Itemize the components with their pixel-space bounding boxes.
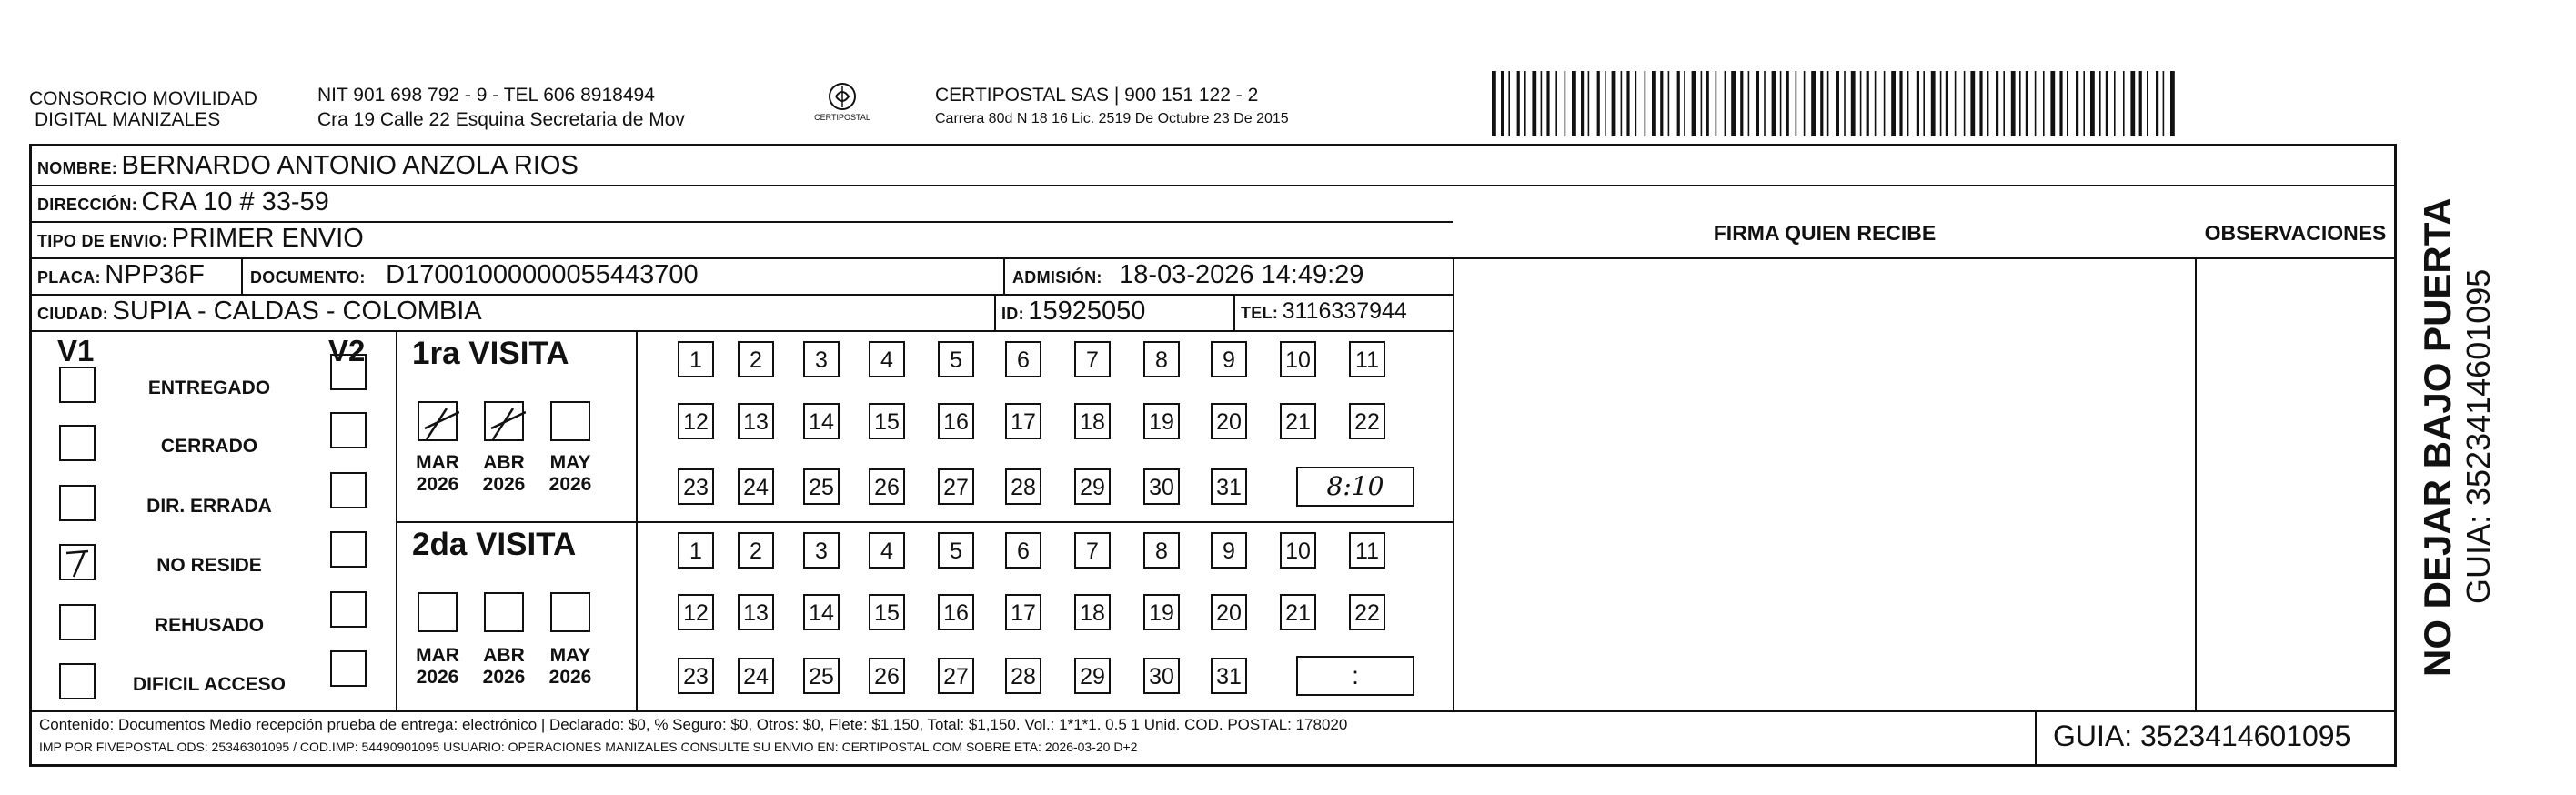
second-visit-day-box[interactable]: 23: [678, 658, 714, 694]
first-visit-day-box[interactable]: 18: [1074, 403, 1111, 439]
second-visit-day-box[interactable]: 13: [738, 594, 774, 630]
second-visit-day-box[interactable]: 29: [1074, 658, 1111, 694]
month-name: ABR: [483, 645, 525, 666]
second-visit-day-box[interactable]: 21: [1280, 594, 1316, 630]
v1-checkbox[interactable]: [59, 604, 96, 640]
month-name: MAY: [549, 452, 591, 473]
ciudad-label: CIUDAD:: [37, 305, 109, 323]
first-visit-day-box[interactable]: 30: [1143, 468, 1180, 505]
nombre-value: BERNARDO ANTONIO ANZOLA RIOS: [121, 151, 579, 180]
second-visit-day-box[interactable]: 5: [938, 532, 974, 569]
firma-header: FIRMA QUIEN RECIBE: [1713, 221, 1937, 245]
first-visit-day-box[interactable]: 9: [1211, 341, 1247, 377]
first-visit-month-label: [538, 452, 602, 496]
first-visit-day-box[interactable]: 16: [938, 403, 974, 439]
company-name-line2: DIGITAL MANIZALES: [35, 109, 221, 130]
admision-label: ADMISIÓN:: [1012, 268, 1102, 287]
v1-checkbox[interactable]: [59, 663, 96, 699]
v2-header: V2: [328, 334, 366, 367]
second-visit-day-box[interactable]: 2: [738, 532, 774, 569]
second-visit-day-box[interactable]: 24: [738, 658, 774, 694]
second-visit-time-field[interactable]: :: [1296, 656, 1414, 696]
tipo-envio-value: PRIMER ENVIO: [171, 224, 364, 253]
second-visit-day-box[interactable]: 9: [1211, 532, 1247, 569]
id-label: ID:: [1001, 305, 1024, 323]
second-visit-day-box[interactable]: 25: [803, 658, 840, 694]
v1-checkbox[interactable]: [59, 485, 96, 521]
status-option-label: ENTREGADO: [147, 377, 271, 398]
first-visit-day-box[interactable]: 5: [938, 341, 974, 377]
admision-value: 18-03-2026 14:49:29: [1119, 260, 1364, 289]
second-visit-day-box[interactable]: 3: [803, 532, 840, 569]
v1-checkbox[interactable]: [59, 425, 96, 461]
admision-cell: [1012, 259, 1363, 295]
first-visit-day-box[interactable]: 4: [869, 341, 905, 377]
no-dejar-bajo-puerta: NO DEJAR BAJO PUERTA: [2416, 197, 2459, 677]
v2-checkbox[interactable]: [330, 472, 367, 508]
first-visit-day-box[interactable]: 8: [1143, 341, 1180, 377]
second-visit-month-label: [538, 645, 602, 689]
second-visit-day-box[interactable]: 28: [1005, 658, 1041, 694]
first-visit-day-box[interactable]: 1: [678, 341, 714, 377]
ciudad-value: SUPIA - CALDAS - COLOMBIA: [112, 297, 482, 326]
second-visit-day-box[interactable]: 18: [1074, 594, 1111, 630]
observaciones-area[interactable]: [2197, 259, 2392, 709]
nombre-label: NOMBRE:: [37, 159, 118, 177]
first-visit-month-checkbox[interactable]: [484, 401, 524, 441]
second-visit-day-box[interactable]: 14: [803, 594, 840, 630]
first-visit-month-label: [406, 452, 469, 496]
first-visit-day-box[interactable]: 29: [1074, 468, 1111, 505]
first-visit-day-box[interactable]: 28: [1005, 468, 1041, 505]
first-visit-day-box[interactable]: 15: [869, 403, 905, 439]
observaciones-header: OBSERVACIONES: [2204, 221, 2387, 245]
second-visit-day-box[interactable]: 27: [938, 658, 974, 694]
check-mark-icon: [486, 403, 526, 443]
month-year: 2026: [482, 474, 526, 495]
month-year: 2026: [548, 474, 592, 495]
v2-checkbox[interactable]: [330, 412, 367, 448]
placa-cell: [37, 259, 205, 295]
v1-checkbox[interactable]: [59, 544, 96, 580]
second-visit-day-box[interactable]: 15: [869, 594, 905, 630]
id-cell: [1001, 296, 1145, 331]
id-value: 15925050: [1028, 297, 1146, 326]
second-visit-day-box[interactable]: 19: [1143, 594, 1180, 630]
direccion-label: DIRECCIÓN:: [37, 196, 137, 214]
first-visit-day-box[interactable]: 7: [1074, 341, 1111, 377]
tel-value: 3116337944: [1282, 298, 1407, 324]
second-visit-day-box[interactable]: 12: [678, 594, 714, 630]
status-option-label: CERRADO: [160, 436, 258, 457]
tel-label: TEL:: [1241, 304, 1279, 322]
first-visit-month-label: [472, 452, 536, 496]
courier-line: CERTIPOSTAL SAS | 900 151 122 - 2: [935, 85, 1259, 106]
second-visit-day-box[interactable]: 1: [678, 532, 714, 569]
second-visit-day-box[interactable]: 30: [1143, 658, 1180, 694]
side-guia: GUIA: 3523414601095: [2460, 268, 2497, 604]
signature-area[interactable]: [1454, 259, 2193, 709]
first-visit-day-box[interactable]: 11: [1349, 341, 1385, 377]
certipostal-logo-icon: [810, 78, 875, 133]
second-visit-day-box[interactable]: 26: [869, 658, 905, 694]
tel-cell: [1241, 296, 1407, 330]
documento-cell: [250, 259, 699, 295]
month-name: MAR: [416, 645, 459, 666]
first-visit-day-box[interactable]: 25: [803, 468, 840, 505]
status-option-label: DIFICIL ACCESO: [132, 674, 286, 695]
placa-label: PLACA:: [37, 268, 101, 287]
company-address: Cra 19 Calle 22 Esquina Secretaria de Mov: [317, 109, 685, 130]
first-visit-day-box[interactable]: 14: [803, 403, 840, 439]
certipostal-logo: [810, 78, 875, 133]
second-visit-day-box[interactable]: 4: [869, 532, 905, 569]
second-visit-day-box[interactable]: 17: [1005, 594, 1041, 630]
first-visit-day-box[interactable]: 22: [1349, 403, 1385, 439]
first-visit-day-box[interactable]: 31: [1211, 468, 1247, 505]
v1-header: V1: [57, 334, 95, 367]
first-visit-day-box[interactable]: 12: [678, 403, 714, 439]
month-name: ABR: [483, 452, 525, 473]
second-visit-day-box[interactable]: 10: [1280, 532, 1316, 569]
ciudad-row: [37, 296, 482, 331]
second-visit-day-box[interactable]: 31: [1211, 658, 1247, 694]
status-option-label: NO RESIDE: [156, 555, 262, 576]
first-visit-day-box[interactable]: 21: [1280, 403, 1316, 439]
first-visit-title: 1ra VISITA: [412, 336, 569, 371]
second-visit-day-box[interactable]: 22: [1349, 594, 1385, 630]
month-name: MAY: [549, 645, 591, 666]
direccion-row: [37, 186, 329, 222]
second-visit-month-checkbox[interactable]: [418, 592, 458, 632]
v1-checkbox[interactable]: [59, 367, 96, 403]
first-visit-day-box[interactable]: 20: [1211, 403, 1247, 439]
footer-guia: GUIA: 3523414601095: [2053, 720, 2351, 752]
first-visit-day-box[interactable]: 13: [738, 403, 774, 439]
logo-text: CERTIPOSTAL: [814, 113, 870, 122]
documento-value: D17001000000055443700: [386, 260, 699, 289]
first-visit-day-box[interactable]: 3: [803, 341, 840, 377]
first-visit-day-box[interactable]: 2: [738, 341, 774, 377]
contenido-line: Contenido: Documentos Medio recepción prueba de entrega: electrónico | Declarado: $0, % Seguro: $0, Otros: $0, Flete: $1,150, Total: $1,150. Vol.: 1*1*1. 0.5 1 Unid. COD. POSTAL: 178020: [39, 716, 1348, 733]
v2-checkbox[interactable]: [330, 531, 367, 568]
first-visit-month-checkbox[interactable]: [418, 401, 458, 441]
direccion-value: CRA 10 # 33-59: [141, 187, 329, 216]
first-visit-day-box[interactable]: 10: [1280, 341, 1316, 377]
v2-checkbox[interactable]: [330, 354, 367, 390]
second-visit-month-label: [406, 645, 469, 689]
first-visit-day-box[interactable]: 6: [1005, 341, 1041, 377]
second-visit-day-box[interactable]: 6: [1005, 532, 1041, 569]
nombre-row: [37, 150, 579, 186]
month-year: 2026: [548, 667, 592, 688]
check-mark-icon: [419, 403, 459, 443]
month-year: 2026: [482, 667, 526, 688]
first-visit-day-box[interactable]: 27: [938, 468, 974, 505]
tipo-envio-label: TIPO DE ENVIO:: [37, 232, 168, 250]
imp-line: IMP POR FIVEPOSTAL ODS: 25346301095 / COD.IMP: 54490901095 USUARIO: OPERACIONES MANIZALES CONSULTE SU ENVIO EN: CERTIPOSTAL.COM SOBRE ETA: 2026-03-20 D+2: [39, 740, 1138, 754]
delivery-form: [29, 144, 2397, 767]
month-name: MAR: [416, 452, 459, 473]
first-visit-day-box[interactable]: 19: [1143, 403, 1180, 439]
second-visit-day-box[interactable]: 7: [1074, 532, 1111, 569]
first-visit-day-box[interactable]: 26: [869, 468, 905, 505]
status-option-label: REHUSADO: [154, 615, 265, 636]
first-visit-day-box[interactable]: 17: [1005, 403, 1041, 439]
second-visit-day-box[interactable]: 11: [1349, 532, 1385, 569]
second-visit-day-box[interactable]: 16: [938, 594, 974, 630]
placa-value: NPP36F: [105, 260, 205, 289]
second-visit-month-checkbox[interactable]: [550, 592, 590, 632]
month-year: 2026: [416, 667, 459, 688]
second-visit-day-box[interactable]: 20: [1211, 594, 1247, 630]
month-year: 2026: [416, 474, 459, 495]
nit-line: NIT 901 698 792 - 9 - TEL 606 8918494: [317, 85, 655, 106]
check-mark-icon: [61, 546, 97, 582]
first-visit-time-field[interactable]: 8:10: [1296, 467, 1414, 507]
courier-address: Carrera 80d N 18 16 Lic. 2519 De Octubre 23 De 2015: [935, 111, 1289, 126]
tracking-barcode: [1492, 71, 2179, 136]
tipo-envio-row: [37, 223, 364, 258]
v2-checkbox[interactable]: [330, 591, 367, 628]
second-visit-title: 2da VISITA: [412, 527, 577, 562]
second-visit-month-label: [472, 645, 536, 689]
status-option-label: DIR. ERRADA: [146, 496, 272, 517]
v2-checkbox[interactable]: [330, 650, 367, 687]
second-visit-day-box[interactable]: 8: [1143, 532, 1180, 569]
first-visit-day-box[interactable]: 24: [738, 468, 774, 505]
second-visit-month-checkbox[interactable]: [484, 592, 524, 632]
first-visit-month-checkbox[interactable]: [550, 401, 590, 441]
first-visit-day-box[interactable]: 23: [678, 468, 714, 505]
documento-label: DOCUMENTO:: [250, 268, 366, 287]
company-name-line1: CONSORCIO MOVILIDAD: [29, 88, 257, 109]
